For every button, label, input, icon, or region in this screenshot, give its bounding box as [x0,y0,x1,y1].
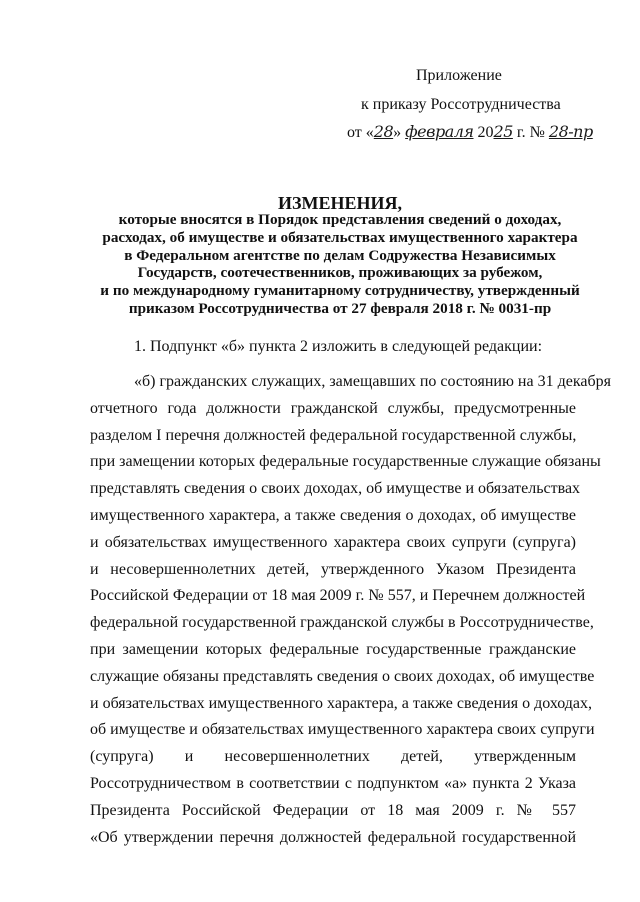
year-prefix: 20 [473,124,494,141]
body-line: Российской Федерации от 18 мая 2009 г. № 557, и Перечнем должностей [90,587,586,605]
number-label: г. № [512,124,549,141]
appendix-order-reference: к приказу Россотрудничества [361,96,561,113]
subtitle-line: которые вносятся в Порядок представления сведений о доходах, [118,211,562,228]
subtitle-line: приказом Россотрудничества от 27 февраля 2018 г. № 0031-пр [128,299,552,317]
body-line: и обязательствах имущественного характера, а также сведения о доходах, [90,694,592,712]
appendix-title: Приложение [416,67,502,84]
body-line: при замещении которых федеральные государственные гражданские [90,640,576,658]
item-1-heading: 1. Подпункт «б» пункта 2 изложить в следующей редакции: [134,338,543,355]
body-line: федеральной государственной гражданской службы в Россотрудничестве, [90,614,594,632]
body-line: «Об утверждении перечня должностей федеральной государственной [90,828,576,846]
handwritten-year: 25 [493,122,513,141]
body-line: Россотрудничеством в соответствии с подпунктом «а» пункта 2 Указа [90,774,576,792]
appendix-date-number [347,122,593,143]
handwritten-day: 28 [373,122,394,141]
body-line: отчетного года должности гражданской службы, предусмотренные [90,399,576,417]
handwritten-month: февраля [405,122,474,141]
body-line: представлять сведения о своих доходах, об имуществе и обязательствах [90,480,581,498]
date-separator: » [393,124,406,141]
handwritten-order-number: 28-пр [548,122,593,141]
subtitle-line: в Федеральном агентстве по делам Содружества Независимых [124,246,556,264]
body-line: при замещении которых федеральные государственные служащие обязаны [90,453,601,471]
subtitle-line: и по международному гуманитарному сотрудничеству, утвержденный [100,282,580,300]
body-line: «б) гражданских служащих, замещавших по состоянию на 31 декабря [134,373,611,390]
date-prefix: от « [347,124,374,141]
body-line: разделом I перечня должностей федеральной государственной службы, [90,426,577,444]
body-line: и обязательствах имущественного характера своих супруги (супруга) [90,533,576,551]
body-line: (супруга) и несовершеннолетних детей, утвержденным [90,748,576,766]
document-title: ИЗМЕНЕНИЯ, [277,193,402,213]
body-line: Президента Российской Федерации от 18 мая 2009 г. № 557 [90,801,576,819]
body-line: и несовершеннолетних детей, утвержденного Указом Президента [90,560,576,578]
subtitle-line: расходах, об имуществе и обязательствах имущественного характера [102,228,578,246]
body-line: имущественного характера, а также сведения о доходах, об имуществе [90,506,576,524]
body-line: об имуществе и обязательствах имущественного характера своих супруги [90,721,595,739]
document-subtitle [60,211,620,318]
subtitle-line: Государств, соотечественников, проживающих за рубежом, [137,264,543,282]
body-line: служащие обязаны представлять сведения о своих доходах, об имуществе [90,667,595,685]
body-paragraph [90,369,611,851]
